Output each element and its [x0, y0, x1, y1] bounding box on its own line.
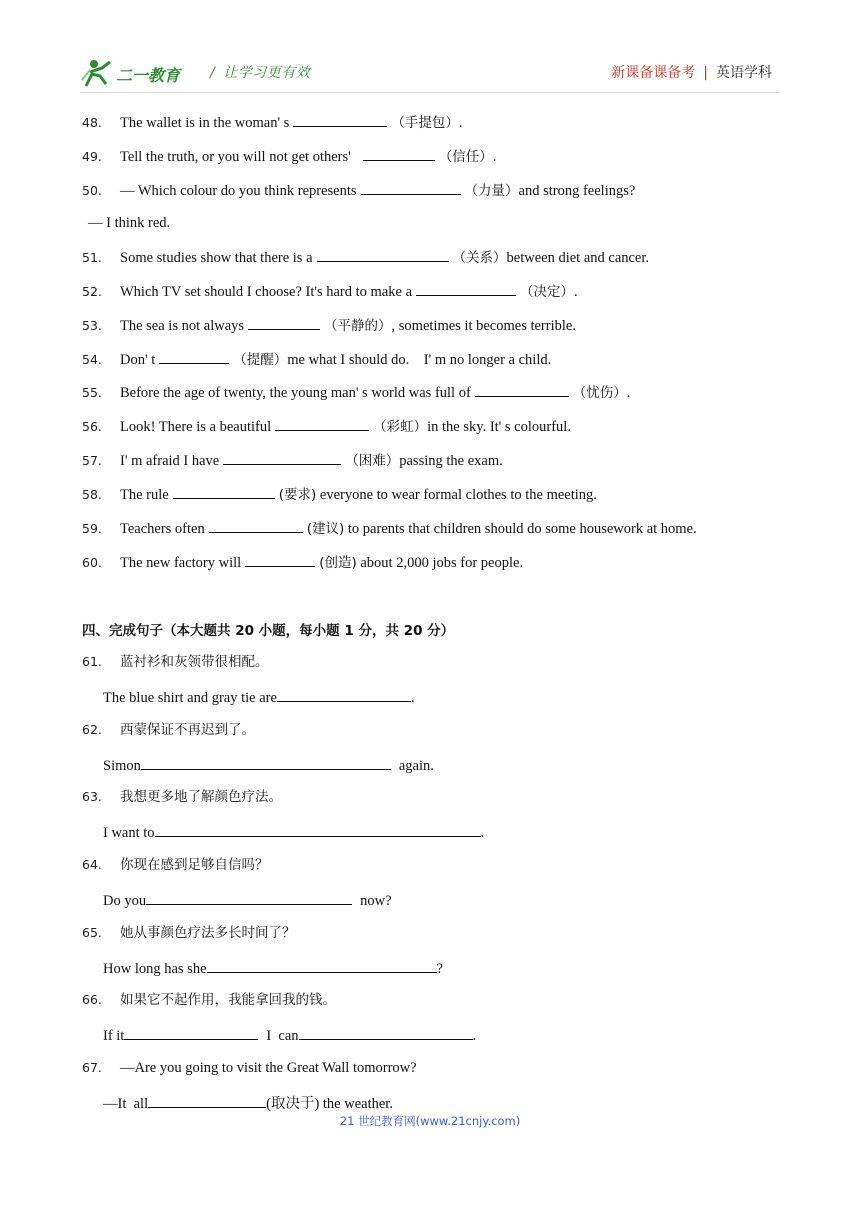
answer-blank[interactable] — [275, 416, 369, 431]
question-66-cn: 66. 如果它不起作用，我能拿回我的钱。 — [82, 992, 336, 1008]
slogan: / 让学习更有效 — [210, 65, 311, 81]
question-51: 51. Some studies show that there is a （关系）between diet and cancer. — [82, 247, 649, 267]
question-48: 48. The wallet is in the woman' s （手提包）. — [82, 112, 462, 132]
answer-blank[interactable] — [245, 552, 315, 567]
question-58: 58. The rule (要求) everyone to wear formal clothes to the meeting. — [82, 484, 597, 504]
answer-blank[interactable] — [146, 890, 352, 905]
question-62-en: Simon again. — [103, 755, 434, 775]
question-60: 60. The new factory will (创造) about 2,000 jobs for people. — [82, 552, 523, 572]
answer-blank[interactable] — [159, 349, 229, 364]
page-footer: 21 世纪教育网(www.21cnjy.com) — [339, 1114, 521, 1128]
question-63-en: I want to . — [103, 822, 484, 842]
question-53: 53. The sea is not always （平静的）, sometimes it becomes terrible. — [82, 315, 576, 335]
answer-blank[interactable] — [293, 112, 387, 127]
course-tag: 新课备课备考 — [611, 65, 696, 81]
answer-blank[interactable] — [223, 450, 341, 465]
answer-blank[interactable] — [173, 484, 275, 499]
answer-blank[interactable] — [155, 822, 481, 837]
answer-blank[interactable] — [148, 1093, 266, 1108]
header-separator: | — [703, 65, 708, 81]
section-title: 四、完成句子（本大题共 20 小题，每小题 1 分，共 20 分） — [82, 623, 455, 639]
question-52: 52. Which TV set should I choose? It's hard to make a （决定）. — [82, 281, 578, 301]
question-67-en: —It all (取决于) the weather. — [103, 1093, 393, 1113]
question-59: 59. Teachers often (建议) to parents that children should do some housework at home. — [82, 518, 697, 538]
question-50-answer: — I think red. — [88, 215, 171, 231]
answer-blank[interactable] — [141, 755, 391, 770]
answer-blank[interactable] — [299, 1025, 473, 1040]
logo-text: 二一教育 — [116, 66, 181, 85]
answer-blank[interactable] — [317, 247, 449, 262]
answer-blank[interactable] — [416, 281, 516, 296]
question-65-cn: 65. 她从事颜色疗法多长时间了？ — [82, 925, 296, 941]
answer-blank[interactable] — [207, 958, 437, 973]
header-divider — [80, 92, 780, 93]
answer-blank[interactable] — [277, 687, 411, 702]
question-57: 57. I' m afraid I have （困难）passing the exam. — [82, 450, 503, 470]
question-55: 55. Before the age of twenty, the young man' s world was full of （忧伤）. — [82, 382, 630, 402]
subject-label: 英语学科 — [716, 65, 772, 81]
answer-blank[interactable] — [475, 382, 569, 397]
question-61-cn: 61. 蓝衬衫和灰领带很相配。 — [82, 654, 269, 670]
page-header — [80, 52, 780, 92]
question-66-en: If it I can . — [103, 1025, 476, 1045]
question-65-en: How long has she ? — [103, 958, 443, 978]
question-64-cn: 64. 你现在感到足够自信吗？ — [82, 857, 269, 873]
question-62-cn: 62. 西蒙保证不再迟到了。 — [82, 722, 255, 738]
answer-blank[interactable] — [209, 518, 303, 533]
header-subject — [611, 62, 772, 82]
logo — [80, 56, 190, 90]
answer-blank[interactable] — [124, 1025, 258, 1040]
answer-blank[interactable] — [248, 315, 320, 330]
answer-blank[interactable] — [361, 180, 461, 195]
question-56: 56. Look! There is a beautiful （彩虹）in the sky. It' s colourful. — [82, 416, 571, 436]
question-64-en: Do you now? — [103, 890, 392, 910]
answer-blank[interactable] — [363, 146, 435, 161]
question-67-dialog: 67. —Are you going to visit the Great Wall tomorrow? — [82, 1060, 417, 1076]
question-61-en: The blue shirt and gray tie are . — [103, 687, 415, 707]
question-63-cn: 63. 我想更多地了解颜色疗法。 — [82, 789, 282, 805]
question-54: 54. Don' t （提醒）me what I should do. I' m no longer a child. — [82, 349, 551, 369]
question-49: 49. Tell the truth, or you will not get others' （信任）. — [82, 146, 496, 166]
question-50: 50. — Which colour do you think represents （力量）and strong feelings? — [82, 180, 635, 200]
